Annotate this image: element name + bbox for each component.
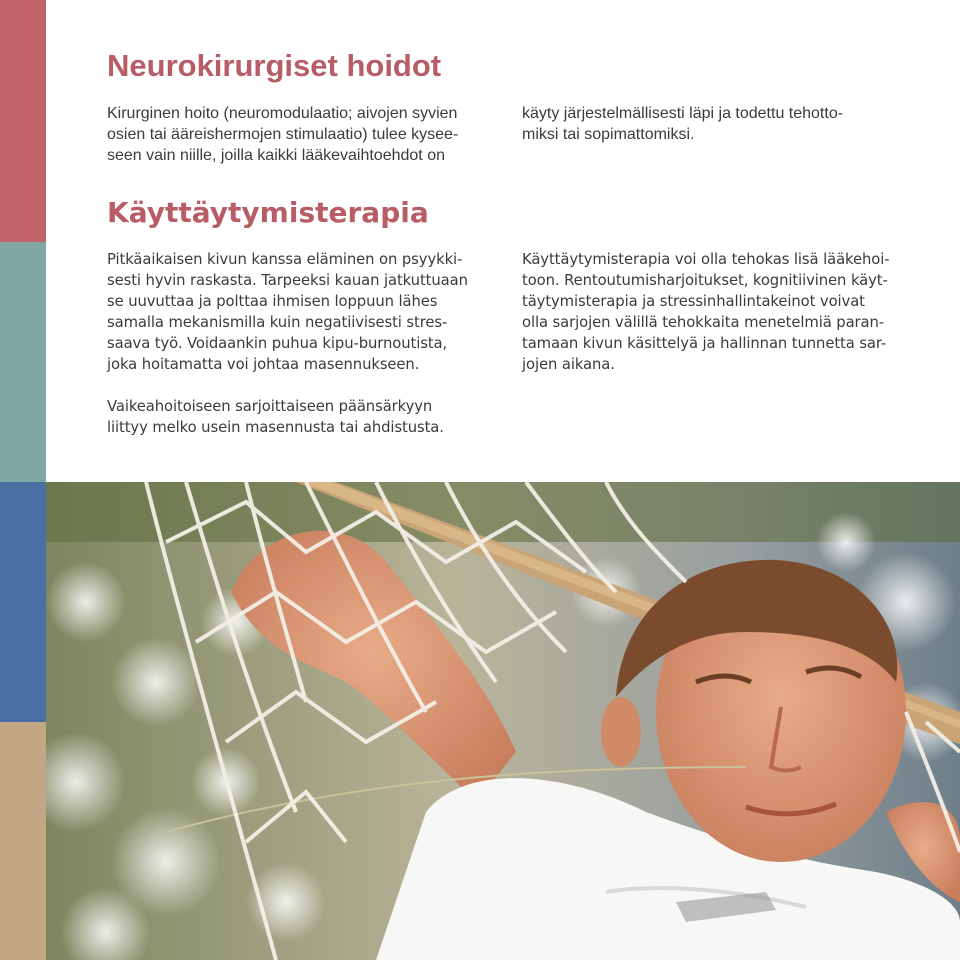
- text-line: sesti hyvin raskasta. Tarpeeksi kauan jatkuttuaan: [107, 272, 468, 289]
- text-line: täytymisterapia ja stressinhallintakeinot voivat: [522, 293, 865, 310]
- color-stripe-red: [0, 0, 46, 242]
- text-line: Vaikeahoitoiseen sarjoittaiseen päänsärkyyn: [107, 398, 433, 415]
- text-line: seen vain niille, joilla kaikki lääkevaihtoehdot on: [107, 147, 445, 164]
- text-line: jojen aikana.: [522, 356, 615, 373]
- text-line: toon. Rentoutumisharjoitukset, kognitiivinen käyt-: [522, 272, 888, 289]
- text-line: olla sarjojen välillä tehokkaita menetelmiä paran-: [522, 314, 885, 331]
- color-stripe-tan: [0, 722, 46, 960]
- color-stripe-teal: [0, 242, 46, 482]
- text-line: tamaan kivun käsittelyä ja hallinnan tunnetta sar-: [522, 335, 887, 352]
- color-stripe-blue: [0, 482, 46, 722]
- text-line: miksi tai sopimattomiksi.: [522, 126, 695, 143]
- text-line: liittyy melko usein masennusta tai ahdistusta.: [107, 419, 444, 436]
- text-line: Pitkäaikaisen kivun kanssa eläminen on psyykki-: [107, 251, 463, 268]
- text-line: Kirurginen hoito (neuromodulaatio; aivojen syvien: [107, 105, 458, 122]
- text-line: joka hoitamatta voi johtaa masennukseen.: [107, 356, 420, 373]
- text-line: Käyttäytymisterapia voi olla tehokas lisä lääkehoi-: [522, 251, 890, 268]
- behavior-paragraph-right: [522, 249, 922, 375]
- text-line: käyty järjestelmällisesti läpi ja todettu tehotto-: [522, 105, 844, 122]
- text-line: saava työ. Voidaankin puhua kipu-burnoutista,: [107, 335, 448, 352]
- neurosurgery-paragraph-left: [107, 103, 458, 166]
- behavior-paragraph-left: [107, 249, 497, 375]
- hammock-photo: [46, 482, 960, 960]
- neurosurgery-paragraph-right: [522, 103, 843, 145]
- behavior-therapy-heading: Käyttäytymisterapia: [107, 196, 429, 229]
- text-line: se uuvuttaa ja polttaa ihmisen loppuun lähes: [107, 293, 438, 310]
- text-line: samalla mekanismilla kuin negatiivisesti stres-: [107, 314, 448, 331]
- neurosurgery-heading: Neurokirurgiset hoidot: [107, 48, 442, 83]
- behavior-paragraph-left-second: [107, 396, 497, 438]
- text-line: osien tai ääreishermojen stimulaatio) tulee kysee-: [107, 126, 459, 143]
